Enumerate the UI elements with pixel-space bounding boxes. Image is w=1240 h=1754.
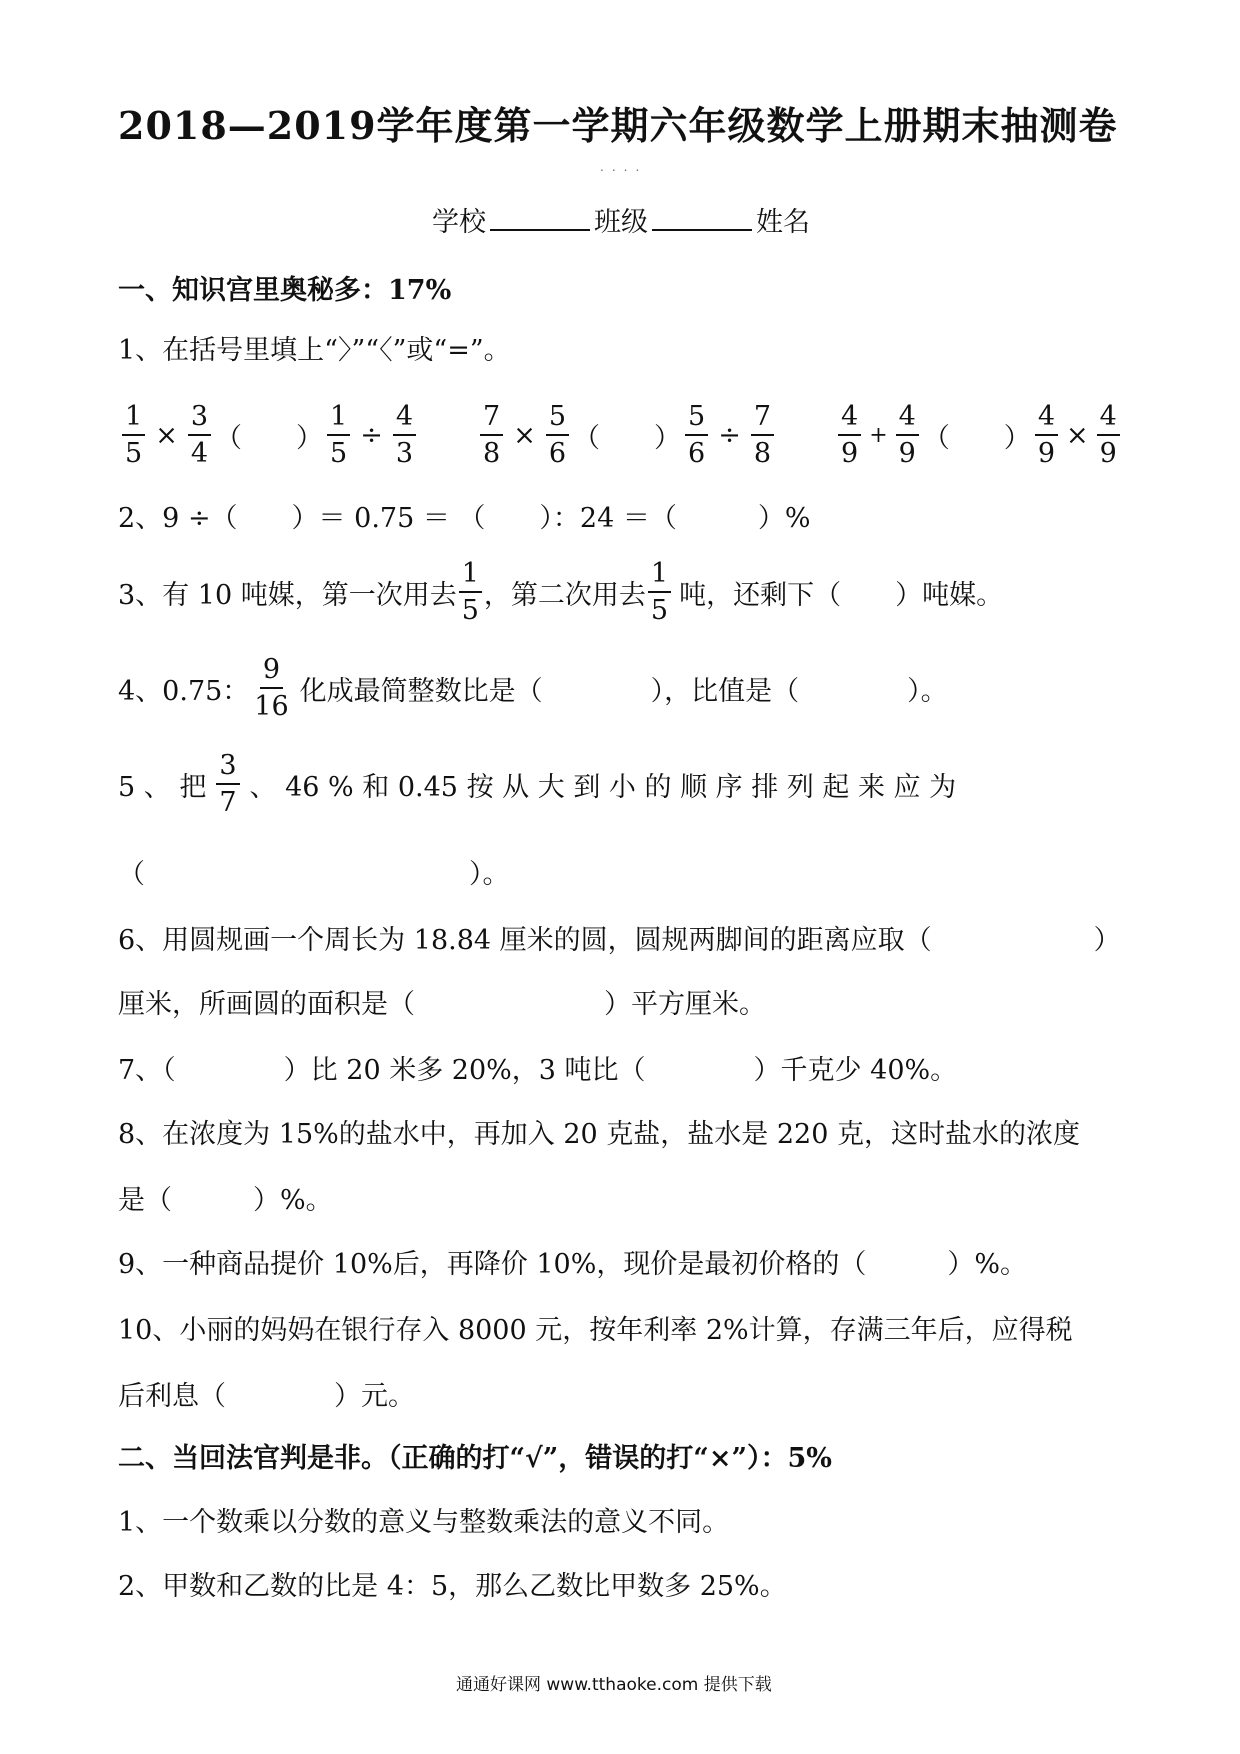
question-7: 7、（ ）比 20 米多 20%，3 吨比（ ）千克少 40%。: [118, 1055, 958, 1086]
section2-question-1: 1、一个数乘以分数的意义与整数乘法的意义不同。: [118, 1507, 730, 1538]
fraction: $\frac{5}{6}$: [685, 403, 708, 467]
question-6: 6、用圆规画一个周长为 18.84 厘米的圆，圆规两脚间的距离应取（ ）: [118, 925, 1121, 956]
class-blank[interactable]: [652, 207, 752, 231]
operator: ÷: [718, 419, 741, 451]
fraction: $\frac{5}{6}$: [546, 403, 569, 467]
question-1: 1、在括号里填上“〉”“〈”或“=”。: [118, 335, 511, 366]
q3-text-mid: ，第二次用去: [483, 579, 646, 611]
question-3: [118, 560, 1003, 624]
fraction: $\frac{4}{9}$: [838, 403, 861, 467]
fraction: $\frac{1}{5}$: [122, 403, 145, 467]
section1-heading: 一、知识宫里奥秘多：17%: [118, 275, 452, 306]
fraction: $\frac{3}{4}$: [188, 403, 211, 467]
fraction: $\frac{4}{3}$: [393, 403, 416, 467]
fraction: $\frac{7}{8}$: [751, 403, 774, 467]
fraction: $\frac{4}{9}$: [896, 403, 919, 467]
answer-paren[interactable]: （ ）: [573, 422, 681, 454]
student-info-line: [432, 200, 810, 239]
question-8-line2: 是（ ）%。: [118, 1185, 333, 1216]
fraction: $\frac{4}{9}$: [1035, 403, 1058, 467]
school-label: 学校: [432, 207, 486, 238]
q5-text-pre: 5 、 把: [118, 771, 207, 803]
section2-question-2: 2、甲数和乙数的比是 4：5，那么乙数比甲数多 25%。: [118, 1571, 787, 1602]
fraction: $\frac{1}{5}$: [648, 560, 671, 624]
operator: ×: [1066, 419, 1089, 451]
operator: ×: [155, 419, 178, 451]
question-5-line2: （ ）。: [118, 859, 510, 890]
operator: ×: [513, 419, 536, 451]
operator: +: [869, 422, 888, 448]
decorative-dots: ....: [600, 160, 648, 174]
q3-text-pre: 3、有 10 吨媒，第一次用去: [118, 579, 457, 611]
question-10: 10、小丽的妈妈在银行存入 8000 元，按年利率 2%计算，存满三年后，应得税: [118, 1315, 1073, 1346]
answer-paren[interactable]: （ ）: [215, 422, 323, 454]
operator: ÷: [360, 419, 383, 451]
question-6-line2: 厘米，所画圆的面积是（ ）平方厘米。: [118, 989, 766, 1020]
question-2: 2、9 ÷（ ）＝ 0.75 ＝ （ ）：24 ＝（ ）%: [118, 503, 811, 534]
question-10-line2: 后利息（ ）元。: [118, 1381, 415, 1412]
name-label: 姓名: [756, 207, 810, 238]
class-label: 班级: [594, 207, 648, 238]
fraction: $\frac{3}{7}$: [216, 752, 239, 816]
page-title: 2018—2019学年度第一学期六年级数学上册期末抽测卷: [118, 103, 1118, 148]
q3-text-post: 吨，还剩下（ ）吨媒。: [679, 579, 1004, 611]
answer-paren[interactable]: （ ）: [922, 422, 1031, 454]
q1-expressions: [120, 395, 1122, 475]
q5-text-post: 、 46 % 和 0.45 按 从 大 到 小 的 顺 序 排 列 起 来 应 为: [249, 771, 957, 803]
q4-text-post: 化成最简整数比是（ ），比值是（ ）。: [299, 675, 948, 707]
question-5: [118, 752, 956, 816]
fraction: $\frac{9}{16}$: [254, 654, 289, 722]
fraction: $\frac{4}{9}$: [1097, 403, 1120, 467]
q4-text-pre: 4、0.75：: [118, 675, 250, 707]
section2-heading: 二、当回法官判是非。（正确的打“√”，错误的打“×”）：5%: [118, 1443, 832, 1474]
fraction: $\frac{7}{8}$: [480, 403, 503, 467]
question-8: 8、在浓度为 15%的盐水中，再加入 20 克盐，盐水是 220 克，这时盐水的浓度: [118, 1119, 1080, 1150]
question-9: 9、一种商品提价 10%后，再降价 10%，现价是最初价格的（ ）%。: [118, 1249, 1028, 1280]
footer-credit: 通通好课网 www.tthaoke.com 提供下载: [456, 1675, 772, 1695]
question-4: [118, 656, 948, 720]
school-blank[interactable]: [490, 207, 590, 231]
fraction: $\frac{1}{5}$: [459, 560, 482, 624]
fraction: $\frac{1}{5}$: [327, 403, 350, 467]
